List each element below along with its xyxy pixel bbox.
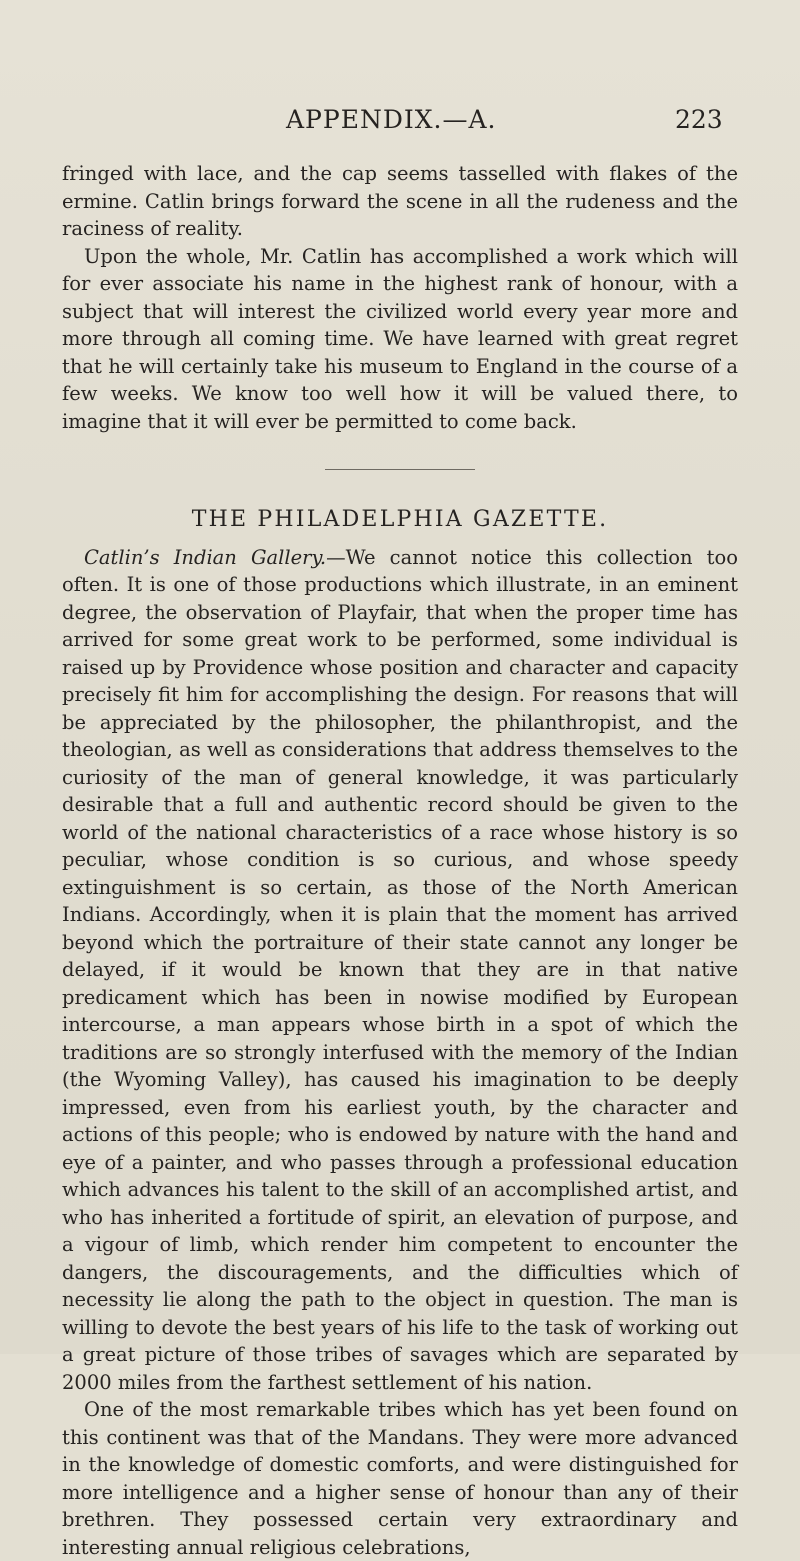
section-divider	[325, 469, 475, 470]
lead-italic-title: Catlin’s Indian Gallery.	[84, 545, 327, 569]
body-text	[62, 160, 738, 1561]
running-header	[0, 100, 800, 140]
paragraph-catlin-accomplishment: Upon the whole, Mr. Catlin has accomplished a work which will for ever associate his name in the highest rank of honour, with a subject that will interest the civilized world every year more and more through all coming time. We have learned with great regret that he will certainly take his museum to England in the course of a few weeks. We know too well how it will be valued there, to imagine that it will ever be permitted to come back.	[62, 244, 738, 433]
paragraph-gallery-notice	[62, 544, 738, 1397]
section-title: THE PHILADELPHIA GAZETTE.	[191, 507, 609, 532]
page-number: 223	[675, 105, 723, 134]
paragraph-mandans: One of the most remarkable tribes which has yet been found on this continent was that of the Mandans. They were more advanced in the knowledge of domestic comforts, and were distinguished for more intelligence and a higher sense of honour than any of their brethren. They possessed certain very extraordinary and interesting annual religious celebrations,	[62, 1398, 738, 1559]
lead-paragraph-text: —We cannot notice this collection too often. It is one of those productions which illustrate, in an eminent degree, the observation of Playfair, that when the proper time has arrived for some great work to be performed, some individual is raised up by Providence whose position and character and capacity precisely fit him for accomplishing the design. For reasons that will be appreciated by the philosopher, the philanthropist, and the theologian, as well as considerations that address themselves to the curiosity of the man of general knowledge, it was particularly desirable that a full and authentic record should be given to the world of the national characteristics of a race whose history is so peculiar, whose condition is so curious, and whose speedy extinguishment is so certain, as those of the North American Indians. Accordingly, when it is plain that the moment has arrived beyond which the portraiture of their state cannot any longer be delayed, if it would be known that they are in that native predicament which has been in nowise modified by European intercourse, a man appears whose birth in a spot of which the traditions are so strongly interfused with the memory of the Indian (the Wyoming Valley), has caused his imagination to be deeply impressed, even from his earliest youth, by the character and actions of this people; who is endowed by nature with the hand and eye of a painter, and who passes through a professional education which advances his talent to the skill of an accomplished artist, and who has inherited a fortitude of spirit, an elevation of purpose, and a vigour of limb, which render him competent to encounter the dangers, the discouragements, and the difficulties which of necessity lie along the path to the object in question. The man is willing to devote the best years of his life to the task of working out a great picture of those tribes of savages which are separated by 2000 miles from the farthest settlement of his nation.	[62, 545, 738, 1394]
paragraph-continued: fringed with lace, and the cap seems tasselled with flakes of the ermine. Catlin brings forward the scene in all the rudeness and the raciness of reality.	[62, 162, 738, 240]
running-title: APPENDIX.—A.	[286, 105, 497, 134]
